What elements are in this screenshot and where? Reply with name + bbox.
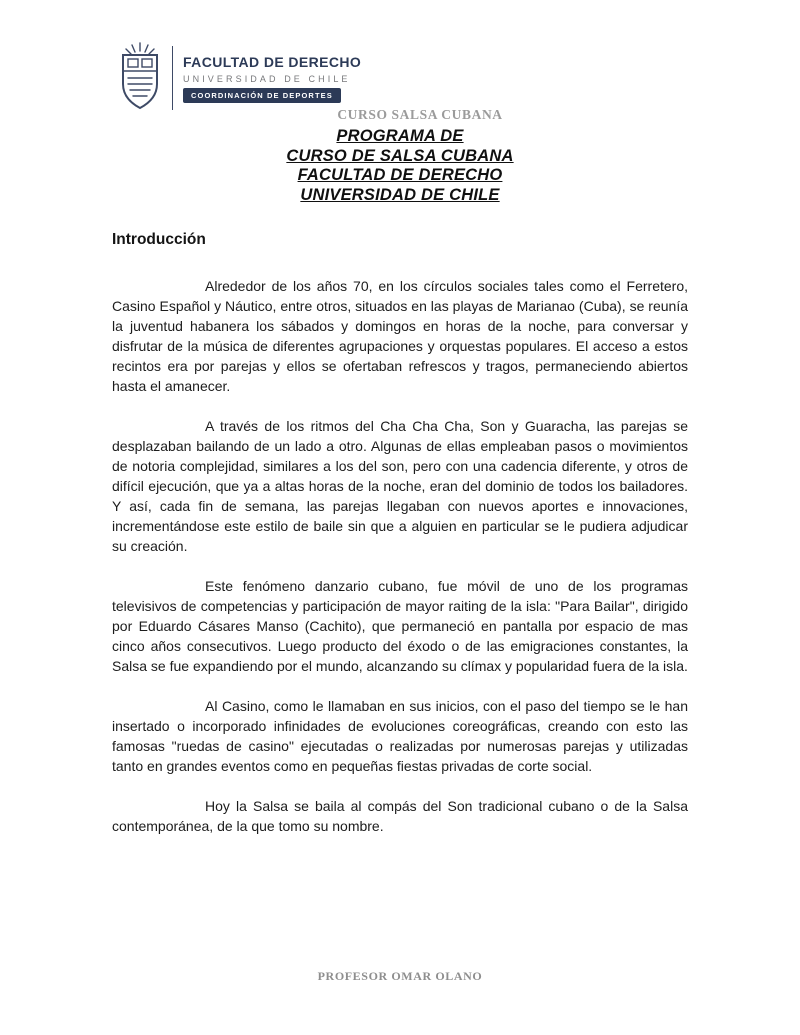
paragraph-4: Al Casino, como le llamaban en sus inicios, con el paso del tiempo se le han insertado o incorporado infinidades de evoluciones coreográficas, creando con esto las famosas "ruedas de casino" ejecutadas o realizadas por numerosas parejas y utilizadas tanto en grandes eventos como en pequeñas fiestas privadas de corte social. [112, 698, 688, 774]
title-line-3: FACULTAD DE DERECHO [297, 166, 503, 184]
paragraph-3: Este fenómeno danzario cubano, fue móvil de uno de los programas televisivos de competencias y participación de mayor raiting de la isla: "Para Bailar", dirigido por Eduardo Cásares Manso (Cachito), que permaneció en pantalla por espacio de mas cinco años consecutivos. Luego producto del éxodo o de las emigraciones constantes, la Salsa se fue expandiendo por el mundo, alcanzando su clímax y popularidad fuera de la isla. [112, 578, 688, 674]
title-line-1: PROGRAMA DE [336, 127, 464, 145]
document-body [112, 231, 688, 856]
paragraph-1: Alrededor de los años 70, en los círculos sociales tales como el Ferretero, Casino Español y Náutico, entre otros, situados en las playas de Marianao (Cuba), se reunía la juventud habanera los sábados y domingos en horas de la noche, para conversar y disfrutar de la música de diferentes agrupaciones y orquestas populares. El acceso a estos recintos era por parejas y ellos se ofertaban refrescos y tragos, permaneciendo abiertos hasta el amanecer. [112, 278, 688, 394]
title-line-4: UNIVERSIDAD DE CHILE [300, 185, 500, 204]
document-title [0, 127, 800, 205]
paragraph-2: A través de los ritmos del Cha Cha Cha, Son y Guaracha, las parejas se desplazaban bailando de un lado a otro. Algunas de ellas empleaban pasos o movimientos de notoria complejidad, similares a los del son, pero con una cadencia diferente, y otros de difícil ejecución, que ya a altas horas de la noche, eran del dominio de todos los bailadores. Y así, cada fin de semana, las parejas llegaban con nuevos aportes e innovaciones, incrementándose este estilo de baile sin que a alguien en particular se le pudiera adjudicar su creación. [112, 418, 688, 554]
logo-faculty-name: FACULTAD DE DERECHO [183, 53, 362, 70]
title-line-2: CURSO DE SALSA CUBANA [286, 146, 514, 165]
page-footer: PROFESOR OMAR OLANO [317, 969, 483, 983]
logo-text-block [183, 54, 361, 103]
logo-department-badge: COORDINACIÓN DE DEPORTES [183, 88, 341, 103]
university-crest-icon [118, 42, 162, 114]
logo-divider [172, 46, 173, 110]
paragraph-5: Hoy la Salsa se baila al compás del Son tradicional cubano o de la Salsa contemporánea, de la que tomo su nombre. [112, 798, 688, 834]
section-heading-introduccion: Introducción [112, 231, 206, 248]
logo-university-name: UNIVERSIDAD DE CHILE [183, 73, 351, 84]
university-logo [118, 42, 361, 114]
page-header: CURSO SALSA CUBANA [337, 107, 503, 122]
